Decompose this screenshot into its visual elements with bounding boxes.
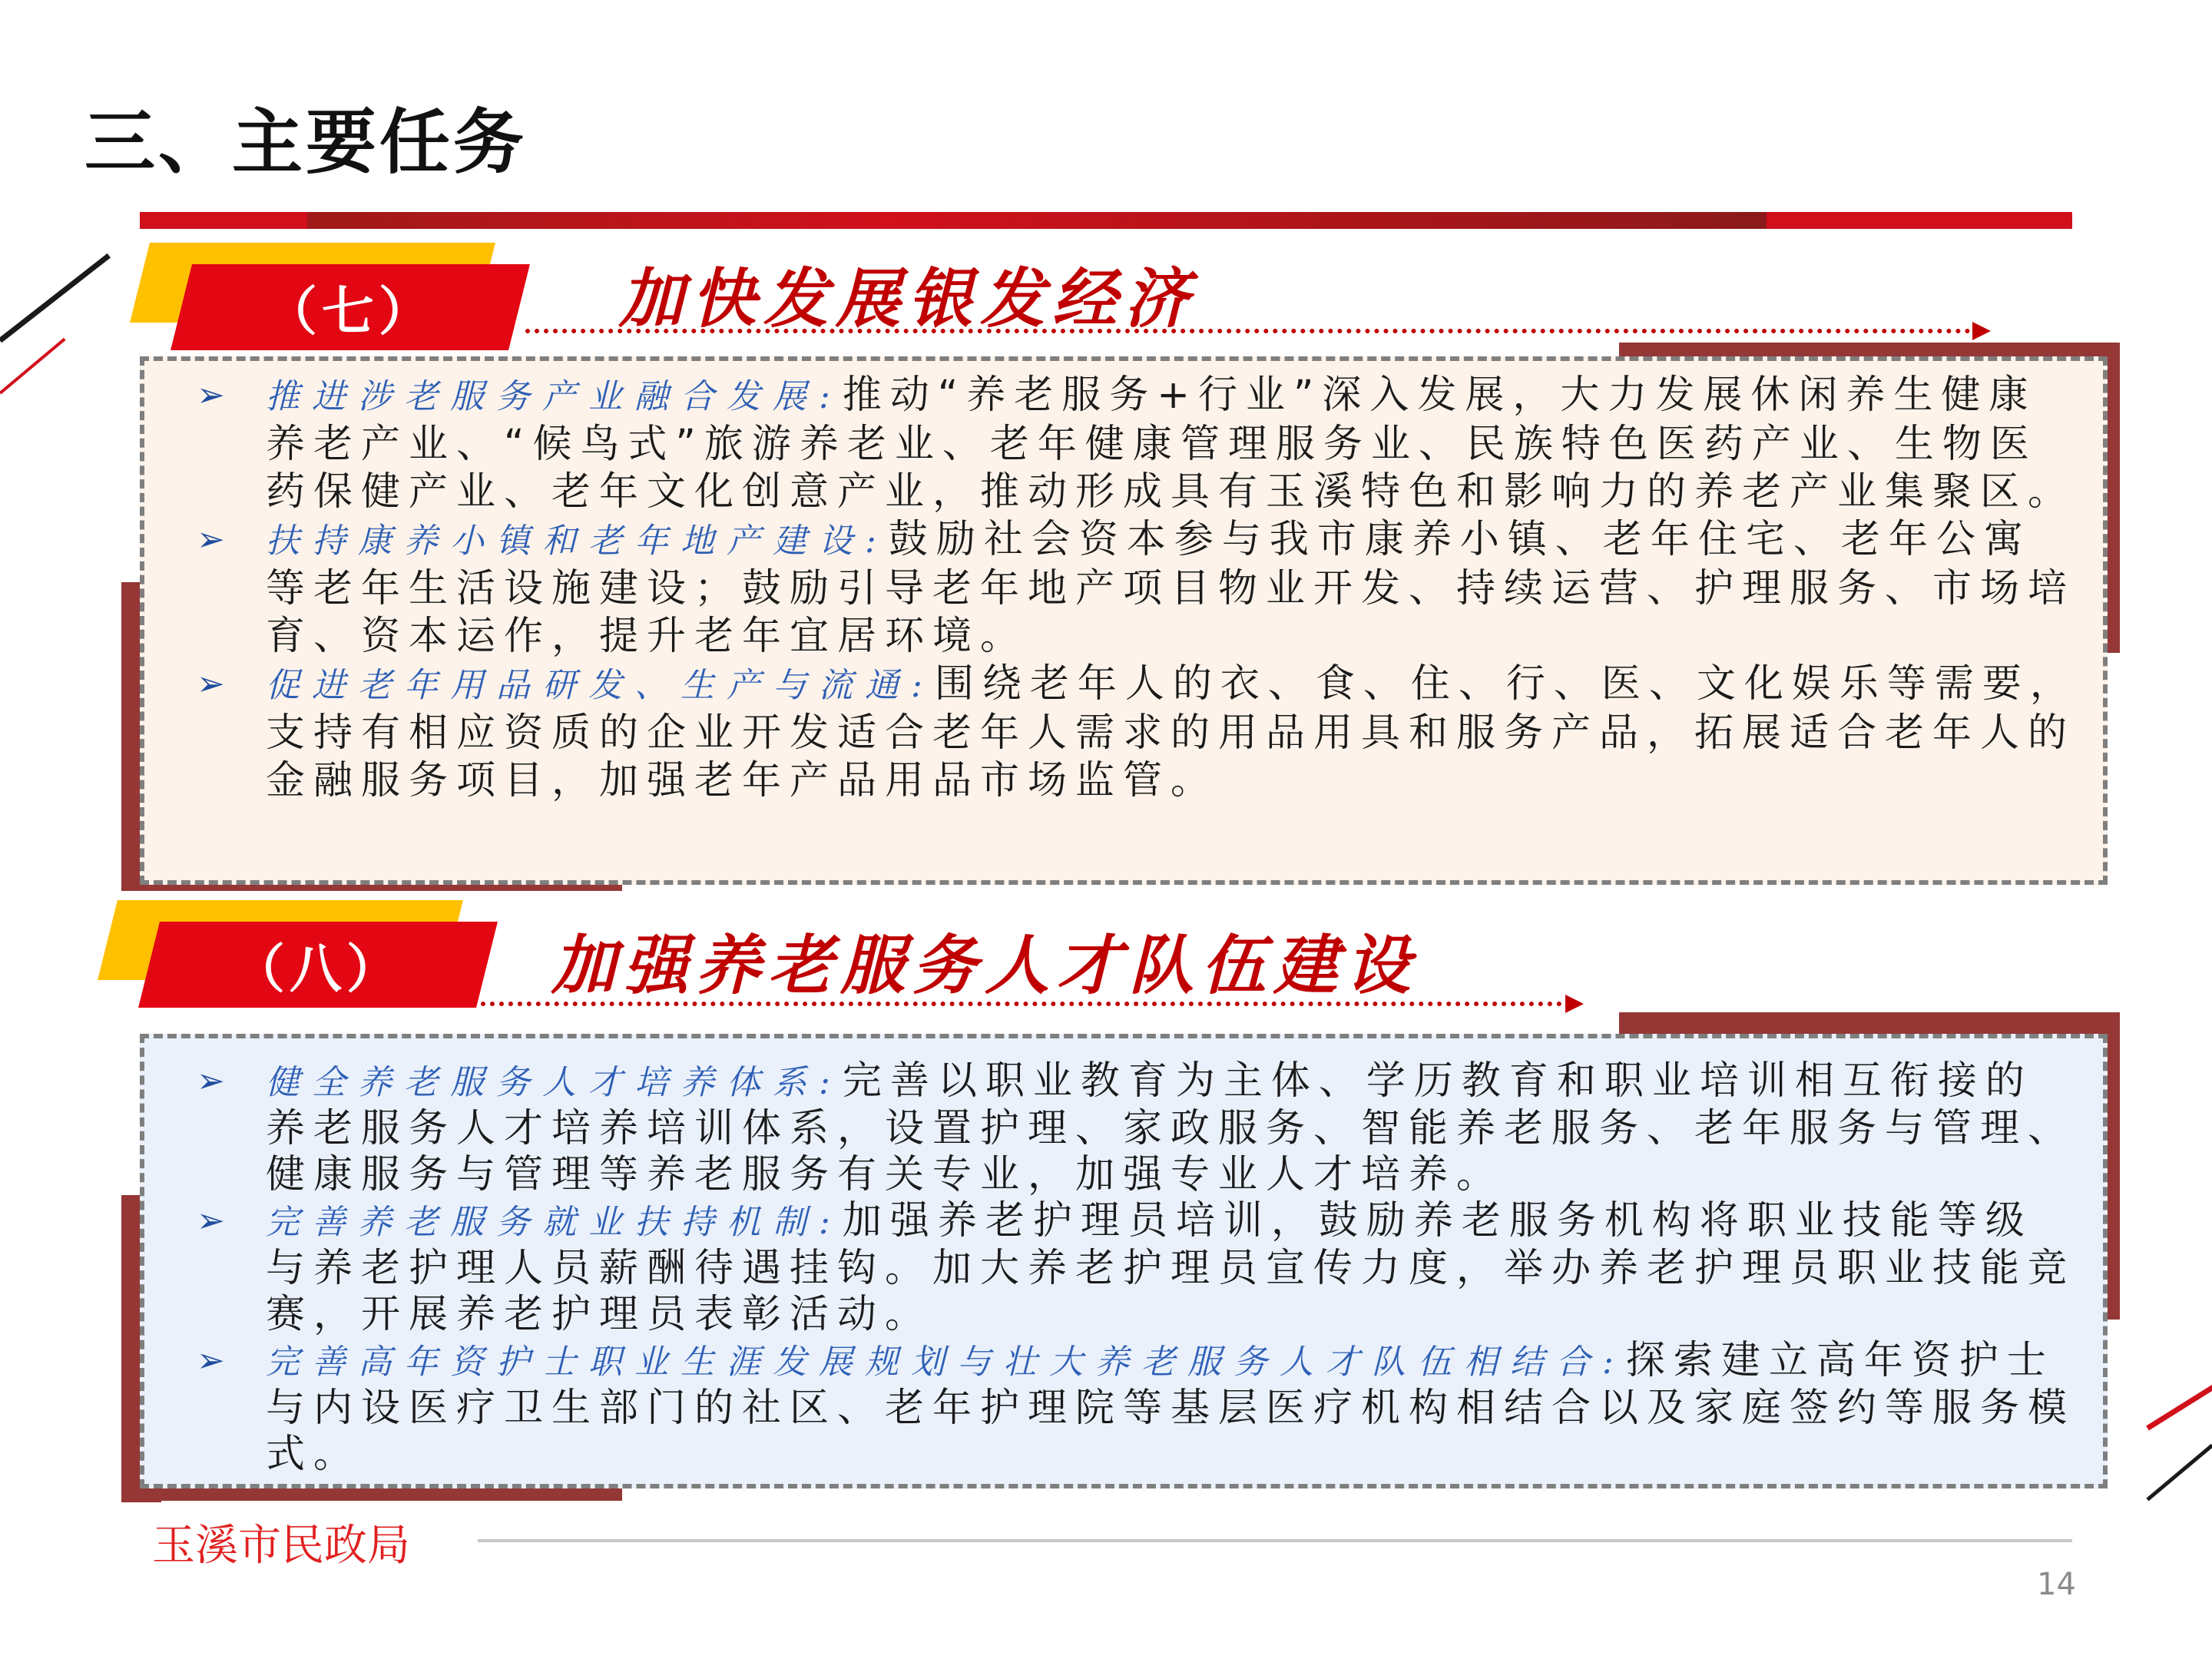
item-text: 探索建立高年资护士与内设医疗卫生部门的社区、老年护理院等基层医疗机构相结合以及家庭签约等服务模式。 <box>266 1338 2076 1477</box>
arrow-bullet-icon: ➢ <box>197 1341 233 1380</box>
decor-line-black-right <box>2146 1444 2212 1502</box>
decor-line-black-left <box>0 253 111 343</box>
section-7-number: （七） <box>264 281 435 343</box>
arrow-bullet-icon: ➢ <box>197 376 233 415</box>
item-text: 推动“养老服务+行业”深入发展，大力发展休闲养生健康养老产业、“候鸟式”旅游养老业、老年健康管理服务业、民族特色医药产业、生物医药保健产业、老年文化创意产业，推动形成具有玉溪特色和影响力的养老产业集聚区。 <box>266 373 2076 515</box>
section-8-dotted-line <box>481 1002 1571 1006</box>
top-red-bar-gradient <box>307 212 1767 229</box>
item-lead: 完善高年资护士职业生涯发展规划与壮大养老服务人才队伍相结合: <box>266 1343 1626 1382</box>
page-number: 14 <box>2037 1567 2076 1602</box>
section-7-dotted-line <box>525 329 1980 333</box>
section-8-number: （八） <box>232 939 403 1000</box>
section-7-arrowhead <box>1972 322 1991 340</box>
section-8-arrowhead <box>1565 995 1584 1013</box>
arrow-bullet-icon: ➢ <box>197 1201 233 1240</box>
section-8-heading: 加强养老服务人才队伍建设 <box>551 927 1419 1003</box>
item-text: 加强养老护理员培训，鼓励养老服务机构将职业技能等级与养老护理人员薪酬待遇挂钩。加大养老护理员宣传力度，举办养老护理员职业技能竞赛，开展养老护理员表彰活动。 <box>266 1198 2076 1337</box>
list-item <box>197 661 2078 805</box>
item-lead: 推进涉老服务产业融合发展: <box>266 377 843 416</box>
item-lead: 完善养老服务就业扶持机制: <box>266 1203 843 1242</box>
slide-title: 三、主要任务 <box>84 101 528 184</box>
list-item <box>197 516 2078 661</box>
list-item <box>197 1338 2078 1478</box>
section-8-number-badge <box>138 922 498 1008</box>
decor-line-red-right <box>2146 1381 2212 1430</box>
section-8-content <box>197 1058 2078 1478</box>
section-7-heading: 加快发展银发经济 <box>619 260 1197 336</box>
section-7-number-badge <box>171 264 530 350</box>
arrow-bullet-icon: ➢ <box>197 664 233 704</box>
item-lead: 促进老年用品研发、生产与流通: <box>266 666 935 705</box>
item-lead: 扶持康养小镇和老年地产建设: <box>266 522 889 561</box>
footer-organization: 玉溪市民政局 <box>152 1521 410 1571</box>
list-item <box>197 372 2078 516</box>
arrow-bullet-icon: ➢ <box>197 520 233 559</box>
arrow-bullet-icon: ➢ <box>197 1061 233 1101</box>
section-7-content <box>197 372 2078 805</box>
list-item <box>197 1058 2078 1198</box>
decor-line-red-left <box>0 338 66 395</box>
item-text: 完善以职业教育为主体、学历教育和职业培训相互衔接的养老服务人才培养培训体系，设置护理、家政服务、智能养老服务、老年服务与管理、健康服务与管理等养老服务有关专业，加强专业人才培养。 <box>266 1058 2076 1197</box>
list-item <box>197 1198 2078 1338</box>
item-text: 围绕老年人的衣、食、住、行、医、文化娱乐等需要，支持有相应资质的企业开发适合老年人需求的用品用具和服务产品，拓展适合老年人的金融服务项目，加强老年产品用品市场监管。 <box>266 661 2078 803</box>
item-lead: 健全养老服务人才培养体系: <box>266 1063 843 1102</box>
footer-divider <box>478 1539 2072 1542</box>
item-text: 鼓励社会资本参与我市康养小镇、老年住宅、老年公寓等老年生活设施建设；鼓励引导老年地产项目物业开发、持续运营、护理服务、市场培育、资本运作，提升老年宜居环境。 <box>266 517 2076 659</box>
